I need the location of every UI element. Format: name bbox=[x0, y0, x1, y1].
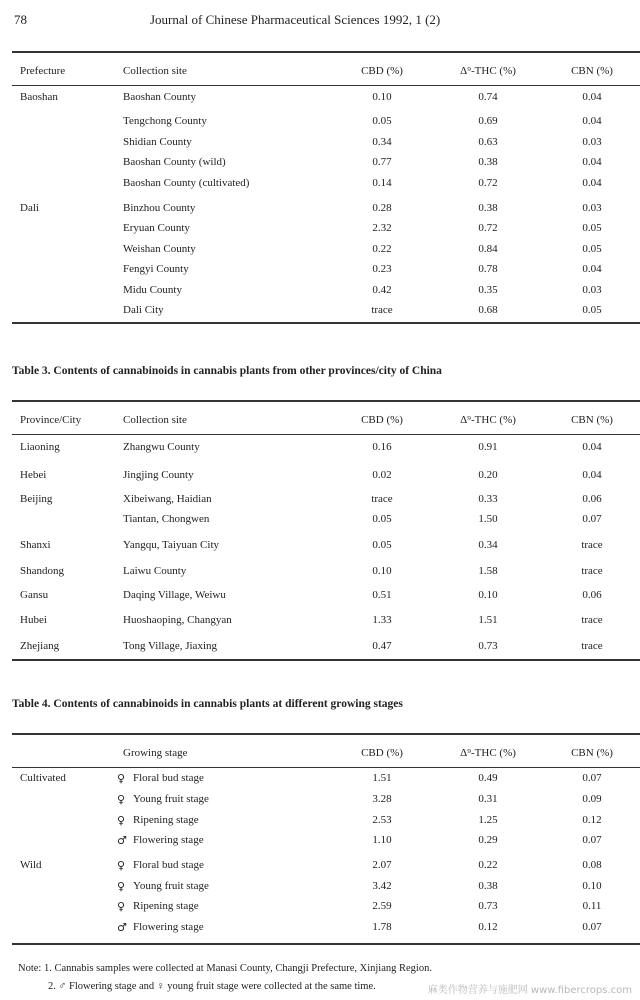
cbd-value: 0.05 bbox=[372, 115, 392, 127]
row-site: Young fruit stage bbox=[133, 793, 209, 805]
row-site: Binzhou County bbox=[123, 202, 196, 214]
cbn-value: 0.05 bbox=[582, 222, 602, 234]
cbn-value: 0.04 bbox=[582, 91, 602, 103]
watermark: 麻类作物营养与施肥网 www.fibercrops.com bbox=[427, 985, 632, 996]
row-site: Jingjing County bbox=[123, 469, 194, 481]
cbn-value: 0.11 bbox=[582, 900, 602, 912]
cbd-value: 3.28 bbox=[372, 793, 392, 805]
row-site: Flowering stage bbox=[133, 921, 204, 933]
col-header-group: Province/City bbox=[20, 414, 82, 426]
thc-value: 0.73 bbox=[478, 640, 498, 652]
col-header-cbn: CBN (%) bbox=[571, 414, 613, 426]
row-group: Shanxi bbox=[20, 539, 51, 551]
col-header-cbd: CBD (%) bbox=[361, 747, 403, 759]
cbd-value: 0.10 bbox=[372, 565, 392, 577]
cbd-value: 3.42 bbox=[372, 880, 392, 892]
cbd-value: 1.10 bbox=[372, 834, 392, 846]
cbn-value: 0.07 bbox=[582, 834, 602, 846]
col-header-group: Prefecture bbox=[20, 65, 66, 77]
cbn-value: 0.12 bbox=[582, 814, 602, 826]
table-4-caption: Table 4. Contents of cannabinoids in cannabis plants at different growing stages bbox=[12, 698, 403, 710]
thc-value: 0.91 bbox=[478, 441, 498, 453]
thc-value: 1.51 bbox=[478, 614, 498, 626]
cbd-value: 2.07 bbox=[372, 859, 392, 871]
row-site: Tong Village, Jiaxing bbox=[123, 640, 217, 652]
cbd-value: trace bbox=[371, 304, 393, 316]
cbn-value: trace bbox=[581, 640, 603, 652]
cbn-value: 0.04 bbox=[582, 441, 602, 453]
row-site: Young fruit stage bbox=[133, 880, 209, 892]
col-header-site: Growing stage bbox=[123, 747, 188, 759]
cbd-value: 1.78 bbox=[372, 921, 392, 933]
table-rule bbox=[12, 733, 640, 735]
table-rule bbox=[12, 322, 640, 324]
cbn-value: 0.04 bbox=[582, 115, 602, 127]
cbn-value: 0.04 bbox=[582, 263, 602, 275]
row-site: Eryuan County bbox=[123, 222, 190, 234]
thc-value: 0.69 bbox=[478, 115, 498, 127]
cbd-value: 0.16 bbox=[372, 441, 392, 453]
thc-value: 0.10 bbox=[478, 589, 498, 601]
cbn-value: 0.07 bbox=[582, 772, 602, 784]
row-site: Ripening stage bbox=[133, 900, 199, 912]
note-2: 2. ♂ Flowering stage and ♀ young fruit stage were collected at the same time. bbox=[48, 981, 376, 992]
col-header-cbn: CBN (%) bbox=[571, 65, 613, 77]
cbd-value: 0.34 bbox=[372, 136, 392, 148]
col-header-thc: Δ⁹-THC (%) bbox=[460, 747, 516, 759]
cbd-value: 0.28 bbox=[372, 202, 392, 214]
table-rule bbox=[12, 85, 640, 86]
row-site: Midu County bbox=[123, 284, 182, 296]
row-site: Floral bud stage bbox=[133, 772, 204, 784]
col-header-cbd: CBD (%) bbox=[361, 414, 403, 426]
row-group: Wild bbox=[20, 859, 42, 871]
thc-value: 0.73 bbox=[478, 900, 498, 912]
thc-value: 0.78 bbox=[478, 263, 498, 275]
row-site: Weishan County bbox=[123, 243, 196, 255]
cbn-value: trace bbox=[581, 565, 603, 577]
cbn-value: 0.07 bbox=[582, 513, 602, 525]
thc-value: 0.31 bbox=[478, 793, 498, 805]
cbd-value: 0.14 bbox=[372, 177, 392, 189]
cbn-value: 0.06 bbox=[582, 493, 602, 505]
row-group: Zhejiang bbox=[20, 640, 60, 652]
cbn-value: 0.04 bbox=[582, 469, 602, 481]
row-site: Dali City bbox=[123, 304, 164, 316]
col-header-cbn: CBN (%) bbox=[571, 747, 613, 759]
sex-symbol-icon: ♀ bbox=[117, 772, 126, 785]
cbn-value: 0.05 bbox=[582, 243, 602, 255]
row-site: Shidian County bbox=[123, 136, 192, 148]
row-site: Yangqu, Taiyuan City bbox=[123, 539, 219, 551]
journal-header: Journal of Chinese Pharmaceutical Sciences 1992, 1 (2) bbox=[150, 12, 441, 27]
thc-value: 1.25 bbox=[478, 814, 498, 826]
row-site: Fengyi County bbox=[123, 263, 189, 275]
row-group: Beijing bbox=[20, 493, 53, 505]
cbd-value: 0.23 bbox=[372, 263, 392, 275]
thc-value: 0.33 bbox=[478, 493, 498, 505]
cbn-value: 0.05 bbox=[582, 304, 602, 316]
row-site: Baoshan County (wild) bbox=[123, 156, 226, 168]
cbd-value: 1.51 bbox=[372, 772, 392, 784]
cbn-value: 0.03 bbox=[582, 136, 602, 148]
thc-value: 0.22 bbox=[478, 859, 498, 871]
cbn-value: 0.03 bbox=[582, 202, 602, 214]
cbn-value: trace bbox=[581, 614, 603, 626]
table-rule bbox=[12, 767, 640, 768]
cbd-value: 0.51 bbox=[372, 589, 392, 601]
thc-value: 0.38 bbox=[478, 156, 498, 168]
cbn-value: 0.03 bbox=[582, 284, 602, 296]
sex-symbol-icon: ♂ bbox=[117, 921, 127, 934]
thc-value: 0.49 bbox=[478, 772, 498, 784]
row-site: Floral bud stage bbox=[133, 859, 204, 871]
row-site: Zhangwu County bbox=[123, 441, 200, 453]
thc-value: 1.58 bbox=[478, 565, 498, 577]
cbn-value: 0.08 bbox=[582, 859, 602, 871]
cbd-value: 0.10 bbox=[372, 91, 392, 103]
thc-value: 1.50 bbox=[478, 513, 498, 525]
table-rule bbox=[12, 434, 640, 435]
col-header-thc: Δ⁹-THC (%) bbox=[460, 65, 516, 77]
row-site: Baoshan County (cultivated) bbox=[123, 177, 250, 189]
row-group: Hebei bbox=[20, 469, 47, 481]
row-site: Baoshan County bbox=[123, 91, 197, 103]
thc-value: 0.12 bbox=[478, 921, 498, 933]
cbd-value: 0.05 bbox=[372, 539, 392, 551]
thc-value: 0.35 bbox=[478, 284, 498, 296]
thc-value: 0.20 bbox=[478, 469, 498, 481]
col-header-thc: Δ⁹-THC (%) bbox=[460, 414, 516, 426]
row-group: Shandong bbox=[20, 565, 64, 577]
thc-value: 0.68 bbox=[478, 304, 498, 316]
row-site: Tiantan, Chongwen bbox=[123, 513, 210, 525]
row-site: Ripening stage bbox=[133, 814, 199, 826]
cbd-value: 0.05 bbox=[372, 513, 392, 525]
sex-symbol-icon: ♀ bbox=[117, 880, 126, 893]
thc-value: 0.72 bbox=[478, 177, 498, 189]
col-header-cbd: CBD (%) bbox=[361, 65, 403, 77]
row-group: Baoshan bbox=[20, 91, 58, 103]
cbd-value: 0.77 bbox=[372, 156, 392, 168]
table-rule bbox=[12, 659, 640, 661]
sex-symbol-icon: ♀ bbox=[117, 859, 126, 872]
col-header-site: Collection site bbox=[123, 414, 187, 426]
row-site: Huoshaoping, Changyan bbox=[123, 614, 232, 626]
cbd-value: 0.47 bbox=[372, 640, 392, 652]
sex-symbol-icon: ♀ bbox=[117, 900, 126, 913]
row-site: Flowering stage bbox=[133, 834, 204, 846]
cbn-value: trace bbox=[581, 539, 603, 551]
thc-value: 0.84 bbox=[478, 243, 498, 255]
table-rule bbox=[12, 51, 640, 53]
row-site: Laiwu County bbox=[123, 565, 187, 577]
row-group: Dali bbox=[20, 202, 39, 214]
thc-value: 0.63 bbox=[478, 136, 498, 148]
row-group: Gansu bbox=[20, 589, 49, 601]
cbn-value: 0.04 bbox=[582, 156, 602, 168]
cbd-value: 0.02 bbox=[372, 469, 392, 481]
cbd-value: 2.53 bbox=[372, 814, 392, 826]
cbd-value: 0.22 bbox=[372, 243, 392, 255]
cbn-value: 0.06 bbox=[582, 589, 602, 601]
cbd-value: 2.59 bbox=[372, 900, 392, 912]
sex-symbol-icon: ♀ bbox=[117, 814, 126, 827]
col-header-site: Collection site bbox=[123, 65, 187, 77]
row-group: Hubei bbox=[20, 614, 47, 626]
row-site: Tengchong County bbox=[123, 115, 207, 127]
sex-symbol-icon: ♂ bbox=[117, 834, 127, 847]
cbn-value: 0.10 bbox=[582, 880, 602, 892]
table-3-caption: Table 3. Contents of cannabinoids in cannabis plants from other provinces/city of China bbox=[12, 365, 442, 377]
cbn-value: 0.09 bbox=[582, 793, 602, 805]
row-site: Xibeiwang, Haidian bbox=[123, 493, 212, 505]
row-group: Liaoning bbox=[20, 441, 60, 453]
sex-symbol-icon: ♀ bbox=[117, 793, 126, 806]
cbd-value: 1.33 bbox=[372, 614, 392, 626]
note-1: Note: 1. Cannabis samples were collected at Manasi County, Changji Prefecture, Xinjiang Region. bbox=[18, 963, 432, 974]
thc-value: 0.72 bbox=[478, 222, 498, 234]
thc-value: 0.29 bbox=[478, 834, 498, 846]
row-group: Cultivated bbox=[20, 772, 66, 784]
cbn-value: 0.04 bbox=[582, 177, 602, 189]
cbd-value: trace bbox=[371, 493, 393, 505]
thc-value: 0.74 bbox=[478, 91, 498, 103]
page-number: 78 bbox=[14, 12, 27, 27]
cbn-value: 0.07 bbox=[582, 921, 602, 933]
thc-value: 0.38 bbox=[478, 880, 498, 892]
table-rule bbox=[12, 943, 640, 945]
cbd-value: 0.42 bbox=[372, 284, 392, 296]
table-rule bbox=[12, 400, 640, 402]
cbd-value: 2.32 bbox=[372, 222, 392, 234]
row-site: Daqing Village, Weiwu bbox=[123, 589, 226, 601]
thc-value: 0.38 bbox=[478, 202, 498, 214]
thc-value: 0.34 bbox=[478, 539, 498, 551]
